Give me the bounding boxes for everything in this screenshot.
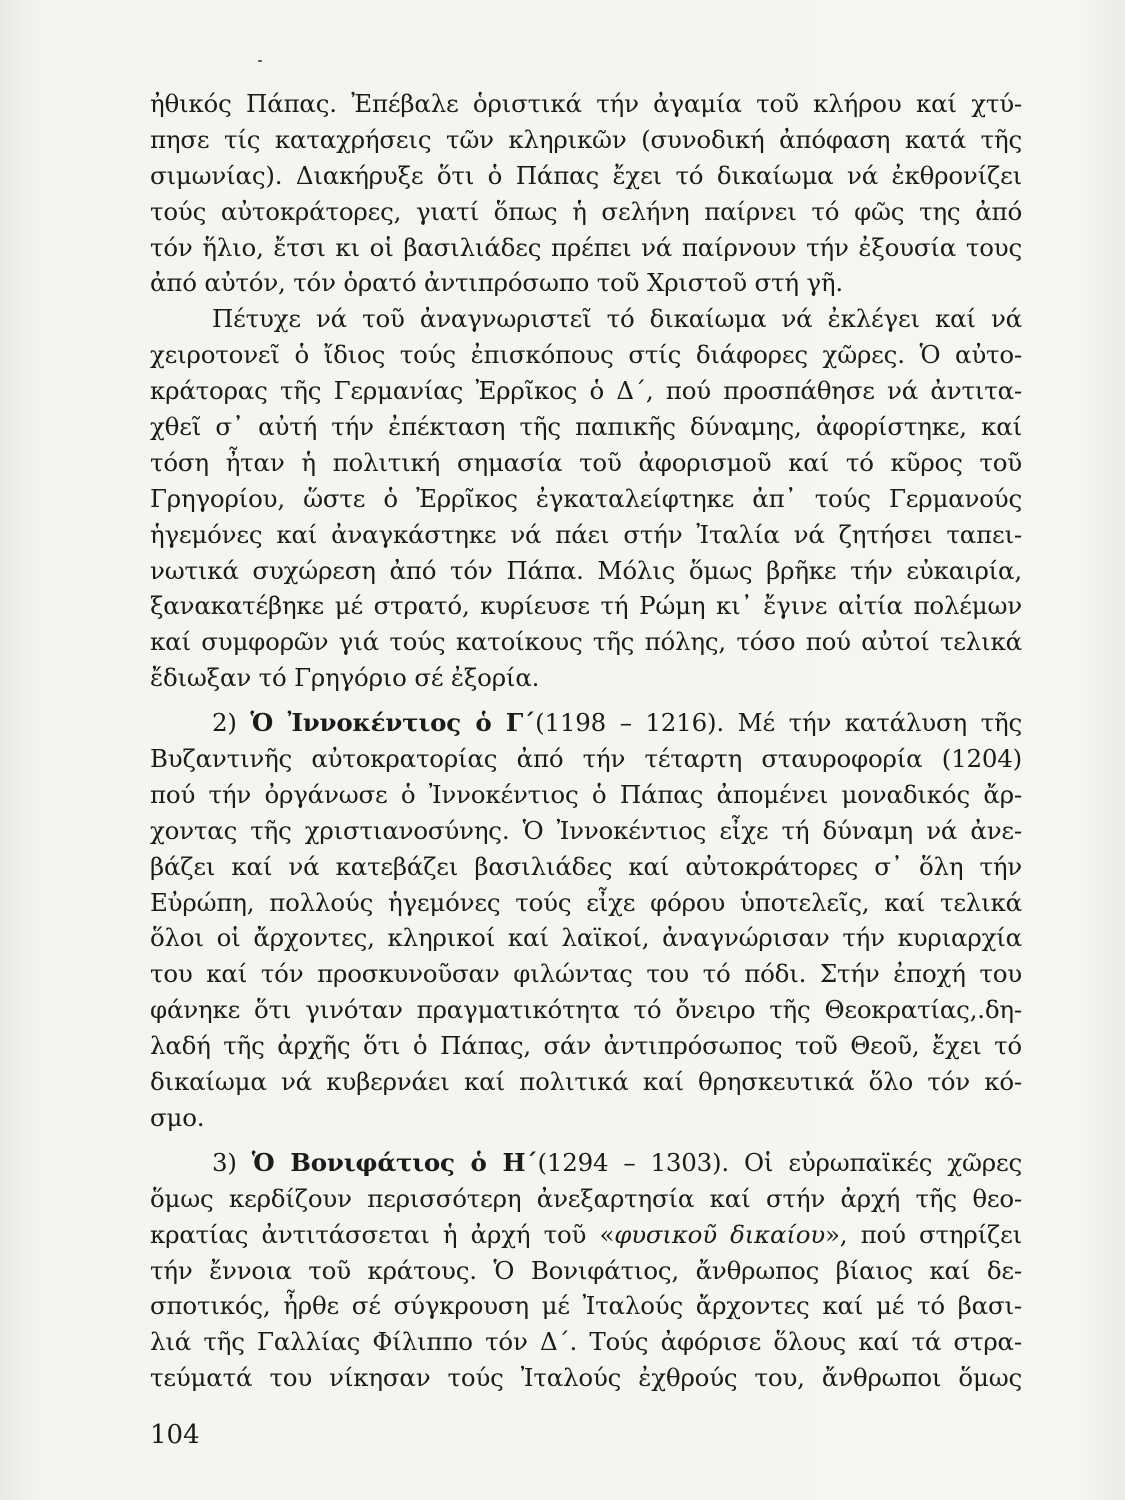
text-line: σμο. bbox=[150, 1102, 205, 1132]
text-line: ἀπό αὐτόν, τόν ὁρατό ἀντιπρόσωπο τοῦ Χριστοῦ στή γῆ. bbox=[150, 268, 843, 298]
text-line: ὅμως κερδίζουν περισσότερη ἀνεξαρτησία καί στήν ἀρχή τῆς θεο- bbox=[150, 1183, 1022, 1213]
text-line: φάνηκε ὅτι γινόταν πραγματικότητα τό ὄνειρο τῆς Θεοκρατίας,.δη- bbox=[150, 995, 1022, 1025]
text-line: νωτικά συχώρεση ἀπό τόν Πάπα. Μόλις ὅμως βρῆκε τήν εὐκαιρία, bbox=[150, 555, 1022, 585]
heading-line-text: (1198 – 1216). Μέ τήν κατάλυση τῆς bbox=[535, 708, 1022, 738]
text-line: ἔδιωξαν τό Γρηγόριο σέ ἐξορία. bbox=[150, 663, 540, 693]
text-line: χθεῖ σ᾽ αὐτή τήν ἐπέκταση τῆς παπικῆς δύναμης, ἀφορίστηκε, καί bbox=[150, 412, 1022, 442]
body-text bbox=[150, 86, 1022, 1396]
text-line: σιμωνίας). Διακήρυξε ὅτι ὁ Πάπας ἔχει τό δικαίωμα νά ἐκθρονίζει bbox=[150, 160, 1022, 190]
text-line: τεύματά του νίκησαν τούς Ἰταλούς ἐχθρούς του, ἄνθρωποι ὅμως bbox=[150, 1363, 1022, 1393]
text-line: δικαίωμα νά κυβερνάει καί πολιτικά καί θρησκευτικά ὅλο τόν κό- bbox=[150, 1067, 1022, 1097]
heading-line-text: (1294 – 1303). Οἱ εὐρωπαϊκές χῶρες bbox=[537, 1147, 1022, 1177]
text-line: χειροτονεῖ ὁ ἴδιος τούς ἐπισκόπους στίς διάφορες χῶρες. Ὁ αὐτο- bbox=[150, 340, 1022, 370]
text-line: κράτορας τῆς Γερμανίας Ἐρρῖκος ὁ Δ΄, πού προσπάθησε νά ἀντιτα- bbox=[150, 376, 1022, 406]
text-line: καί συμφορῶν γιά τούς κατοίκους τῆς πόλης, τόσο πού αὐτοί τελικά bbox=[150, 627, 1022, 657]
text-fragment: », πού στηρίζει bbox=[825, 1219, 1022, 1249]
text-line: τούς αὐτοκράτορες, γιατί ὅπως ἡ σελήνη παίρνει τό φῶς της ἀπό bbox=[150, 196, 1022, 226]
text-line: τήν ἔννοια τοῦ κράτους. Ὁ Βονιφάτιος, ἄνθρωπος βίαιος καί δε- bbox=[150, 1255, 1022, 1285]
text-line: πησε τίς καταχρήσεις τῶν κληρικῶν (συνοδική ἀπόφαση κατά τῆς bbox=[150, 124, 1022, 154]
list-number: 2) bbox=[212, 708, 251, 738]
text-line: πού τήν ὀργάνωσε ὁ Ἰννοκέντιος ὁ Πάπας ἀπομένει μοναδικός ἄρ- bbox=[150, 779, 1022, 809]
text-line: ὅλοι οἱ ἄρχοντες, κληρικοί καί λαϊκοί, ἀναγνώρισαν τήν κυριαρχία bbox=[150, 923, 1022, 953]
text-line: ἡγεμόνες καί ἀναγκάστηκε νά πάει στήν Ἰταλία νά ζητήσει ταπει- bbox=[150, 519, 1022, 549]
text-line: Πέτυχε νά τοῦ ἀναγνωριστεῖ τό δικαίωμα νά ἐκλέγει καί νά bbox=[212, 304, 1022, 334]
text-line: σποτικός, ἦρθε σέ σύγκρουση μέ Ἰταλούς ἄρχοντες καί μέ τό βασι- bbox=[150, 1291, 1022, 1321]
text-line: ξανακατέβηκε μέ στρατό, κυρίευσε τή Ρώμη κι᾽ ἔγινε αἰτία πολέμων bbox=[150, 591, 1022, 621]
text-line: ἠθικός Πάπας. Ἐπέβαλε ὁριστικά τήν ἀγαμία τοῦ κλήρου καί χτύ- bbox=[150, 89, 1022, 118]
text-line: του καί τόν προσκυνοῦσαν φιλώντας του τό πόδι. Στήν ἐποχή του bbox=[150, 959, 1022, 989]
section-heading: Ὁ Ἰννοκέντιος ὁ Γ΄ bbox=[250, 708, 536, 738]
page-number: 104 bbox=[150, 1420, 200, 1450]
text-line: τόση ἦταν ἡ πολιτική σημασία τοῦ ἀφορισμοῦ καί τό κῦρος τοῦ bbox=[150, 447, 1022, 477]
text-line: Γρηγορίου, ὥστε ὁ Ἐρρῖκος ἐγκαταλείφτηκε ἀπ᾽ τούς Γερμανούς bbox=[150, 483, 1022, 513]
section-heading-line bbox=[150, 705, 1022, 741]
print-speck bbox=[258, 60, 262, 62]
section-heading: Ὁ Βονιφάτιος ὁ Η΄ bbox=[251, 1147, 538, 1177]
text-line: Βυζαντινῆς αὐτοκρατορίας ἀπό τήν τέταρτη σταυροφορία (1204) bbox=[150, 744, 1022, 774]
text-line: τόν ἥλιο, ἔτσι κι οἱ βασιλιάδες πρέπει νά παίρνουν τήν ἐξουσία τους bbox=[150, 232, 1022, 262]
text-line: βάζει καί νά κατεβάζει βασιλιάδες καί αὐτοκράτορες σ᾽ ὅλη τήν bbox=[150, 851, 1022, 881]
text-line: Εὐρώπη, πολλούς ἡγεμόνες τούς εἶχε φόρου ὑποτελεῖς, καί τελικά bbox=[150, 887, 1022, 917]
text-line: λαδή τῆς ἀρχῆς ὅτι ὁ Πάπας, σάν ἀντιπρόσωπος τοῦ Θεοῦ, ἔχει τό bbox=[150, 1031, 1022, 1061]
italic-term: φυσικοῦ δικαίου bbox=[614, 1219, 825, 1249]
text-fragment: κρατίας ἀντιτάσσεται ἡ ἀρχή τοῦ « bbox=[150, 1219, 615, 1249]
text-line: χοντας τῆς χριστιανοσύνης. Ὁ Ἰννοκέντιος εἶχε τή δύναμη νά ἀνε- bbox=[150, 815, 1022, 845]
list-number: 3) bbox=[212, 1147, 252, 1177]
section-heading-line bbox=[150, 1145, 1022, 1181]
text-line: λιά τῆς Γαλλίας Φίλιππο τόν Δ΄. Τούς ἀφόρισε ὅλους καί τά στρα- bbox=[150, 1327, 1022, 1357]
text-line bbox=[150, 1217, 1022, 1253]
